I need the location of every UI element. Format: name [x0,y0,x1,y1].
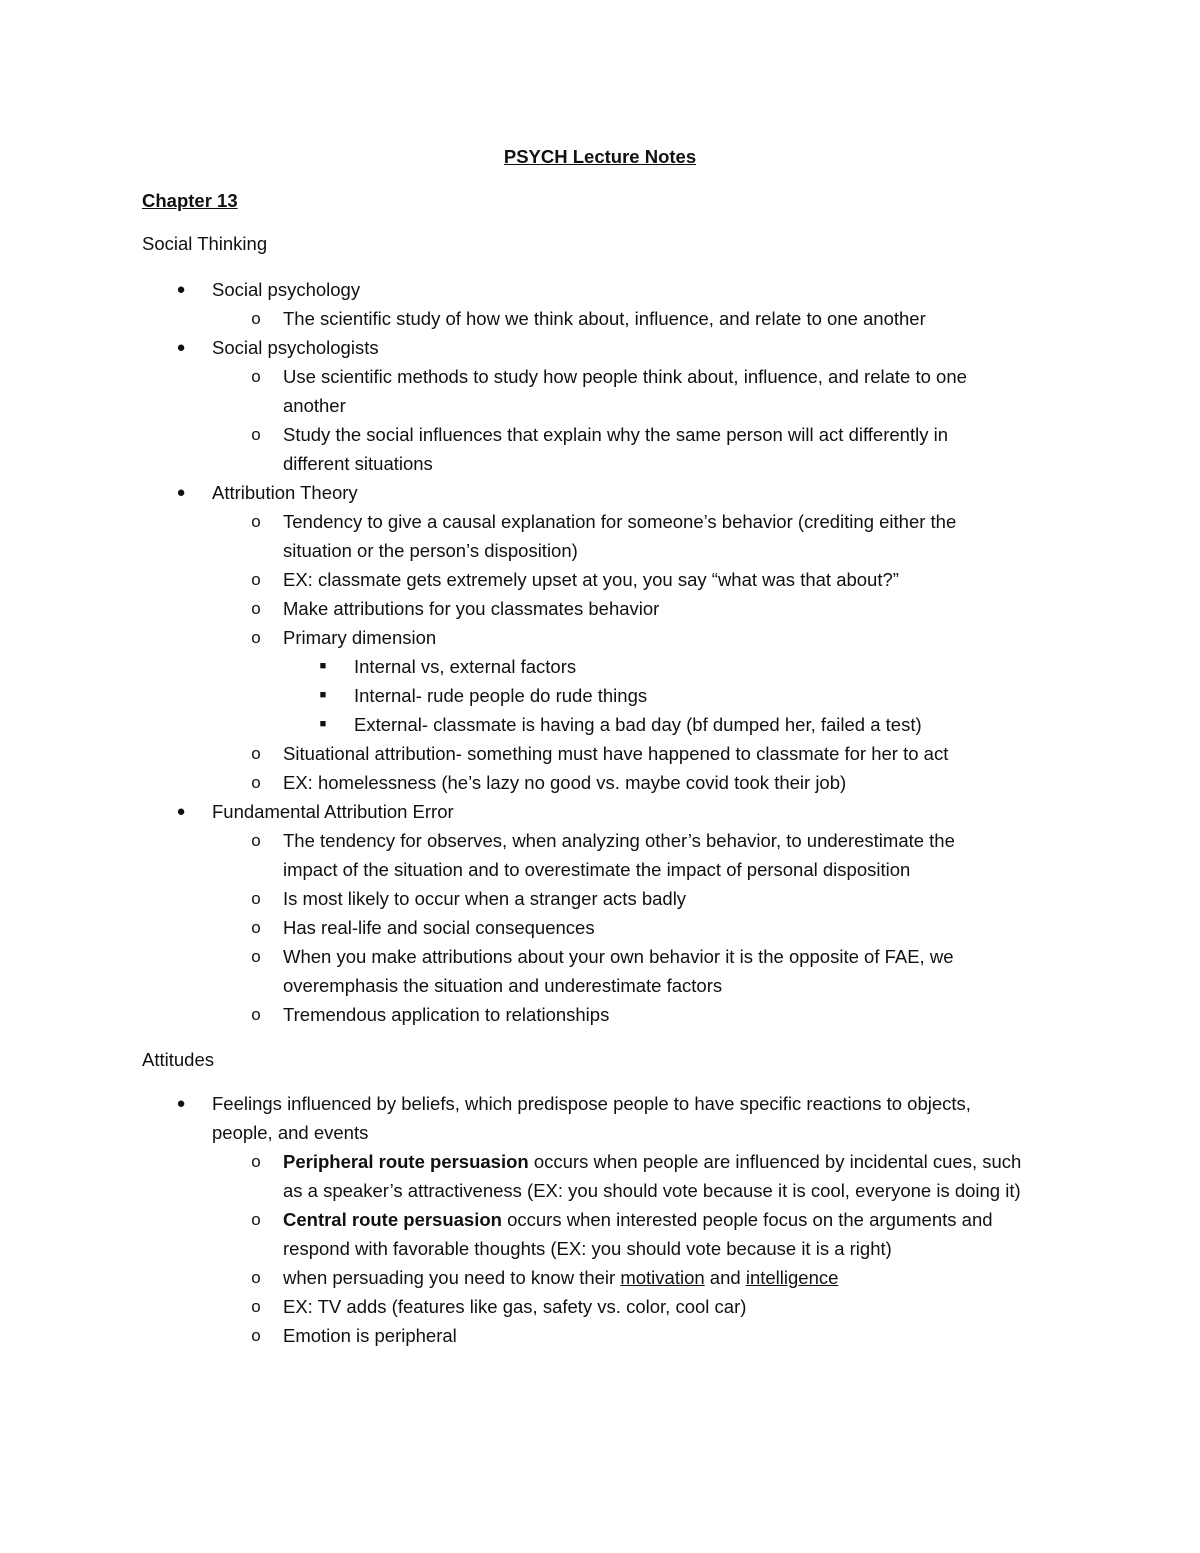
bullet-circle-icon: o [251,628,261,647]
list-item [0,710,1200,739]
list-item-text: The scientific study of how we think about, influence, and relate to one another [283,308,926,329]
list-item [0,913,1200,942]
list-item-text: Fundamental Attribution Error [212,801,454,822]
underlined-term: motivation [620,1267,705,1288]
list-item-continuation [0,855,1200,884]
list-item-continuation [0,1234,1200,1263]
bullet-dot-icon: ● [176,339,186,356]
list-item [0,826,1200,855]
list-item [0,884,1200,913]
section-heading-attitudes: Attitudes [142,1049,214,1070]
text-run: occurs when interested people focus on the arguments and [501,1209,993,1230]
bold-term: Central route persuasion [283,1209,502,1230]
list-item [0,362,1200,391]
page-title: PSYCH Lecture Notes [503,146,697,167]
list-item-text: people, and events [212,1122,369,1143]
list-item [0,565,1200,594]
list-item-text: different situations [283,453,433,474]
list-item-text: Tremendous application to relationships [283,1004,610,1025]
list-item-text: overemphasis the situation and underestimate factors [283,975,723,996]
list-item-text: another [283,395,346,416]
list-item [0,304,1200,333]
list-item-text: Use scientific methods to study how people think about, influence, and relate to one [283,366,967,387]
list-item-text: Tendency to give a causal explanation for someone’s behavior (crediting either the [283,511,957,532]
social-thinking-outline [0,275,1200,1029]
list-item-text [283,1267,838,1288]
list-item-text: Make attributions for you classmates behavior [283,598,660,619]
list-item [0,652,1200,681]
list-item-text: When you make attributions about your own behavior it is the opposite of FAE, we [283,946,954,967]
text-run: when persuading you need to know their [283,1267,621,1288]
bullet-circle-icon: o [251,1268,261,1287]
list-item-text: as a speaker’s attractiveness (EX: you should vote because it is cool, everyone is doing it) [283,1180,1021,1201]
list-item-text: Attribution Theory [212,482,358,503]
list-item-text: respond with favorable thoughts (EX: you should vote because it is a right) [283,1238,892,1259]
list-item [0,1147,1200,1176]
bullet-dot-icon: ● [176,803,186,820]
bullet-circle-icon: o [251,1152,261,1171]
list-item-text: EX: classmate gets extremely upset at you, you say “what was that about?” [283,569,899,590]
bullet-circle-icon: o [251,1210,261,1229]
list-item-continuation [0,971,1200,1000]
list-item [0,1263,1200,1292]
bullet-dot-icon: ● [176,281,186,298]
list-item [0,1205,1200,1234]
list-item [0,594,1200,623]
bullet-circle-icon: o [251,512,261,531]
list-item-text: Social psychologists [212,337,379,358]
bullet-square-icon: ■ [319,689,327,701]
list-item-text: Internal- rude people do rude things [354,685,648,706]
list-item-text [283,1151,1021,1172]
list-item-continuation [0,1176,1200,1205]
list-item [0,942,1200,971]
list-item [0,420,1200,449]
bullet-circle-icon: o [251,831,261,850]
bullet-circle-icon: o [251,918,261,937]
bullet-circle-icon: o [251,1005,261,1024]
list-item [0,1292,1200,1321]
list-item-text: Internal vs, external factors [354,656,577,677]
bullet-circle-icon: o [251,367,261,386]
list-item-continuation [0,449,1200,478]
bullet-square-icon: ■ [319,660,327,672]
bullet-circle-icon: o [251,1297,261,1316]
bullet-circle-icon: o [251,570,261,589]
list-item-text: situation or the person’s disposition) [283,540,578,561]
list-item-text: Situational attribution- something must have happened to classmate for her to act [283,743,949,764]
list-item-text: impact of the situation and to overestimate the impact of personal disposition [283,859,911,880]
underlined-term: intelligence [745,1267,839,1288]
bullet-dot-icon: ● [176,484,186,501]
list-item [0,478,1200,507]
bullet-circle-icon: o [251,773,261,792]
bullet-circle-icon: o [251,309,261,328]
list-item [0,623,1200,652]
list-item-continuation [0,536,1200,565]
list-item-text: Social psychology [212,279,361,300]
list-item-continuation [0,391,1200,420]
section-heading-social-thinking: Social Thinking [142,233,268,254]
text-run: and [704,1267,746,1288]
chapter-heading: Chapter 13 [142,190,238,211]
list-item [0,1321,1200,1350]
bullet-circle-icon: o [251,425,261,444]
list-item-text: Feelings influenced by beliefs, which predispose people to have specific reactions to objects, [212,1093,971,1114]
list-item-text [283,1209,993,1230]
bullet-circle-icon: o [251,889,261,908]
bullet-square-icon: ■ [319,718,327,730]
list-item-text: External- classmate is having a bad day (bf dumped her, failed a test) [354,714,922,735]
list-item [0,681,1200,710]
list-item [0,768,1200,797]
list-item-text: EX: TV adds (features like gas, safety vs. color, cool car) [283,1296,747,1317]
bullet-dot-icon: ● [176,1095,186,1112]
list-item [0,275,1200,304]
bullet-circle-icon: o [251,947,261,966]
list-item [0,333,1200,362]
list-item-text: Is most likely to occur when a stranger acts badly [283,888,687,909]
list-item [0,1089,1200,1118]
list-item [0,507,1200,536]
list-item-text: Primary dimension [283,627,437,648]
list-item-text: Emotion is peripheral [283,1325,457,1346]
bold-term: Peripheral route persuasion [283,1151,529,1172]
list-item-text: The tendency for observes, when analyzing other’s behavior, to underestimate the [283,830,955,851]
bullet-circle-icon: o [251,1326,261,1345]
list-item-continuation [0,1118,1200,1147]
list-item [0,1000,1200,1029]
bullet-circle-icon: o [251,599,261,618]
attitudes-outline [0,1089,1200,1350]
list-item-text: Has real-life and social consequences [283,917,595,938]
bullet-circle-icon: o [251,744,261,763]
list-item [0,797,1200,826]
list-item-text: EX: homelessness (he’s lazy no good vs. maybe covid took their job) [283,772,847,793]
list-item-text: Study the social influences that explain why the same person will act differently in [283,424,948,445]
list-item [0,739,1200,768]
text-run: occurs when people are influenced by incidental cues, such [528,1151,1022,1172]
